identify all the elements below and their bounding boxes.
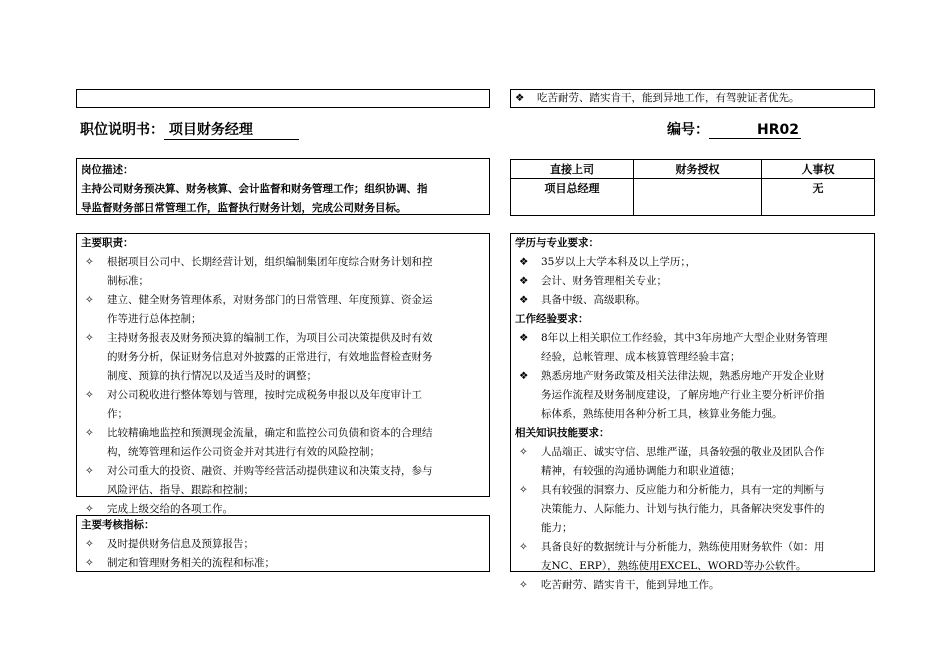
skill-item	[515, 538, 870, 576]
duty-item	[81, 329, 485, 386]
duties-box	[76, 233, 490, 515]
education-item-line: 具备中级、高级职称。	[541, 294, 646, 306]
duty-item	[81, 291, 485, 329]
bullet-icon: ✧	[85, 538, 94, 550]
bullet-icon: ❖	[519, 370, 529, 382]
duty-item-line: 的财务分析，保证财务信息对外披露的正常进行，有效地监督检查财务	[107, 351, 433, 363]
authority-header-boss: 直接上司	[511, 160, 634, 179]
duty-item-line: 主持财务报表及财务预决算的编制工作，为项目公司决策提供及时有效	[107, 332, 433, 344]
bullet-icon: ✧	[85, 389, 94, 401]
authority-value-boss: 项目总经理	[511, 179, 634, 216]
duty-item-line: 风险评估、指导、跟踪和控制；	[107, 484, 254, 496]
kpi-box	[76, 515, 490, 572]
skill-item-text	[541, 443, 870, 481]
bullet-icon: ✧	[519, 541, 528, 553]
skill-item	[515, 576, 870, 595]
description-line: 主持公司财务预决算、财务核算、会计监督和财务管理工作；组织协调、指	[81, 183, 428, 195]
skill-item	[515, 443, 870, 481]
education-item-text	[541, 291, 870, 310]
experience-item-line: 标体系，熟练使用各种分析工具，核算业务能力强。	[541, 408, 783, 420]
doc-number-value: HR02	[757, 122, 799, 138]
skills-heading: 相关知识技能要求：	[515, 427, 610, 439]
description-box	[76, 158, 490, 215]
kpi-item-line: 制定和管理财务相关的流程和标准；	[107, 557, 275, 569]
experience-list	[515, 329, 870, 424]
title-label: 职位说明书：	[80, 122, 164, 138]
duty-item	[81, 253, 485, 291]
education-item-text	[541, 253, 870, 272]
kpi-item-text	[107, 554, 485, 573]
top-note-box	[510, 89, 875, 108]
duties-heading: 主要职责：	[81, 237, 134, 249]
duty-item-text	[107, 291, 485, 329]
skill-item	[515, 481, 870, 538]
experience-item-line: 经验，总帐管理、成本核算管理经验丰富；	[541, 351, 741, 363]
job-title: 项目财务经理	[168, 122, 253, 138]
duty-item-text	[107, 386, 485, 424]
skill-item-text	[541, 538, 870, 576]
education-list	[515, 253, 870, 310]
experience-item-line: 8年以上相关职位工作经验，其中3年房地产大型企业财务管理	[541, 332, 828, 344]
kpi-item	[81, 554, 485, 573]
duty-item-line: 对公司税收进行整体筹划与管理，按时完成税务申报以及年度审计工	[107, 389, 422, 401]
experience-item-line: 熟悉房地产财务政策及相关法律法规，熟悉房地产开发企业财	[541, 370, 825, 382]
requirements-box	[510, 233, 875, 591]
bullet-icon: ❖	[519, 294, 529, 306]
education-item-line: 35岁以上大学本科及以上学历；，	[541, 256, 697, 268]
duty-item-line: 根据项目公司中、长期经营计划，组织编制集团年度综合财务计划和控	[107, 256, 433, 268]
duty-item-line: 建立、健全财务管理体系，对财务部门的日常管理、年度预算、资金运	[107, 294, 433, 306]
skill-item-line: 人品端正、诚实守信、思维严谨，具备较强的敬业及团队合作	[541, 446, 825, 458]
education-heading: 学历与专业要求：	[515, 237, 599, 249]
top-note-text: 吃苦耐劳、踏实肯干，能到异地工作，有驾驶证者优先。	[537, 92, 800, 104]
duty-item-line: 对公司重大的投资、融资、并购等经营活动提供建议和决策支持，参与	[107, 465, 433, 477]
bullet-icon: ❖	[519, 332, 529, 344]
kpi-item-text	[107, 535, 485, 554]
bullet-icon: ✧	[519, 446, 528, 458]
duty-item	[81, 462, 485, 500]
duty-item-line: 比较精确地监控和预测现金流量，确定和监控公司负债和资本的合理结	[107, 427, 433, 439]
experience-item	[515, 329, 870, 367]
education-item-line: 会计、财务管理相关专业；	[541, 275, 667, 287]
duty-item-line: 作；	[107, 408, 128, 420]
experience-item	[515, 367, 870, 424]
bullet-icon: ✧	[519, 484, 528, 496]
skill-item-line: 具备良好的数据统计与分析能力，熟练使用财务软件（如：用	[541, 541, 825, 553]
skill-item-line: 精神，有较强的沟通协调能力和职业道德；	[541, 465, 741, 477]
duty-item	[81, 386, 485, 424]
skill-item-text	[541, 481, 870, 538]
education-item	[515, 253, 870, 272]
top-empty-box	[76, 89, 490, 108]
kpi-item-line: 及时提供财务信息及预算报告；	[107, 538, 254, 550]
bullet-icon: ✧	[85, 557, 94, 569]
doc-number-label: 编号：	[667, 122, 709, 138]
duty-item-text	[107, 424, 485, 462]
skills-list	[515, 443, 870, 595]
skill-item-text	[541, 576, 870, 595]
kpi-heading: 主要考核指标：	[81, 519, 155, 531]
bullet-icon: ✧	[85, 427, 94, 439]
duties-list	[81, 253, 485, 519]
duty-item-line: 作等进行总体控制；	[107, 313, 202, 325]
description-heading: 岗位描述：	[81, 164, 134, 176]
duty-item-text	[107, 462, 485, 500]
duty-item-text	[107, 329, 485, 386]
experience-item-text	[541, 367, 870, 424]
authority-header-finance: 财务授权	[634, 160, 762, 179]
duty-item-line: 构，统筹管理和运作公司资金并对其进行有效的风险控制；	[107, 446, 380, 458]
authority-table	[510, 159, 875, 216]
education-item	[515, 272, 870, 291]
experience-heading: 工作经验要求：	[515, 313, 589, 325]
bullet-icon: ✧	[85, 332, 94, 344]
duty-item-line: 制度、预算的执行情况以及适当及时的调整；	[107, 370, 317, 382]
skill-item-line: 决策能力、人际能力、计划与执行能力，具备解决突发事件的	[541, 503, 825, 515]
experience-item-line: 务运作流程及财务制度建设，了解房地产行业主要分析评价指	[541, 389, 825, 401]
skill-item-line: 吃苦耐劳、踏实肯干，能到异地工作。	[541, 579, 720, 591]
duty-item	[81, 424, 485, 462]
authority-header-hr: 人事权	[762, 160, 875, 179]
bullet-icon: ✧	[85, 503, 94, 515]
education-item	[515, 291, 870, 310]
experience-item-text	[541, 329, 870, 367]
bullet-icon: ✧	[85, 294, 94, 306]
bullet-icon: ❖	[519, 275, 529, 287]
description-line: 导监督财务部日常管理工作，监督执行财务计划，完成公司财务目标。	[81, 202, 407, 214]
duty-item-line: 完成上级交给的各项工作。	[107, 503, 233, 515]
bullet-icon: ❖	[515, 92, 525, 104]
kpi-item	[81, 535, 485, 554]
kpi-list	[81, 535, 485, 573]
duty-item-text	[107, 253, 485, 291]
education-item-text	[541, 272, 870, 291]
bullet-icon: ✧	[85, 465, 94, 477]
authority-value-hr: 无	[762, 179, 875, 216]
page-title	[80, 119, 299, 140]
skill-item-line: 能力；	[541, 522, 573, 534]
skill-item-line: 具有较强的洞察力、反应能力和分析能力，具有一定的判断与	[541, 484, 825, 496]
skill-item-line: 友NC、ERP），熟练使用EXCEL、WORD等办公软件。	[541, 560, 807, 572]
bullet-icon: ❖	[519, 256, 529, 268]
bullet-icon: ✧	[85, 256, 94, 268]
duty-item-line: 制标准；	[107, 275, 149, 287]
doc-number	[667, 119, 801, 139]
bullet-icon: ✧	[519, 579, 528, 591]
authority-value-finance	[634, 179, 762, 216]
